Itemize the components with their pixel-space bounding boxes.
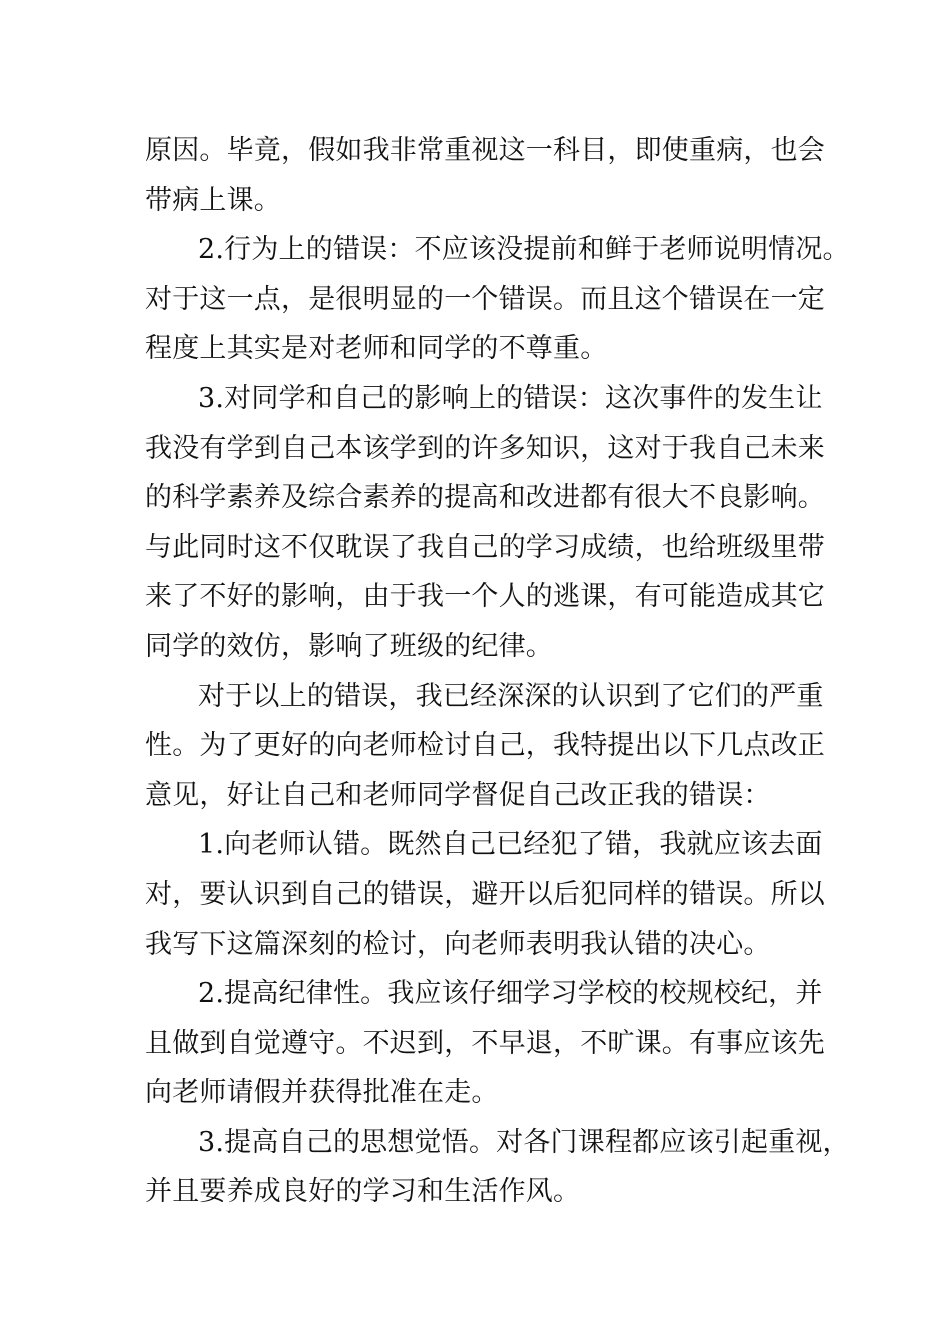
text-line: 对于以上的错误，我已经深深的认识到了它们的严重 [198, 680, 824, 712]
text-line: 我没有学到自己本该学到的许多知识，这对于我自己未来 [145, 432, 825, 464]
text-line: 3.对同学和自己的影响上的错误：这次事件的发生让 [198, 382, 823, 414]
text-line: 3.提高自己的思想觉悟。对各门课程都应该引起重视， [198, 1126, 850, 1158]
text-line: 对于这一点，是很明显的一个错误。而且这个错误在一定 [145, 283, 825, 315]
text-line: 与此同时这不仅耽误了我自己的学习成绩，也给班级里带 [145, 531, 825, 563]
text-line: 意见，好让自己和老师同学督促自己改正我的错误： [145, 779, 771, 811]
text-line: 的科学素养及综合素养的提高和改进都有很大不良影响。 [145, 482, 825, 514]
document-body [145, 126, 850, 1217]
text-line: 2.提高纪律性。我应该仔细学习学校的校规校纪，并 [198, 978, 823, 1010]
text-line: 且做到自觉遵守。不迟到，不早退，不旷课。有事应该先 [145, 1027, 825, 1059]
text-line: 2.行为上的错误：不应该没提前和鲜于老师说明情况。 [198, 234, 850, 266]
text-line: 同学的效仿，影响了班级的纪律。 [145, 630, 553, 662]
text-line: 并且要养成良好的学习和生活作风。 [145, 1176, 581, 1208]
text-line: 1.向老师认错。既然自己已经犯了错，我就应该去面 [198, 829, 823, 861]
text-line: 带病上课。 [145, 184, 281, 216]
text-line: 向老师请假并获得批准在走。 [145, 1077, 499, 1109]
text-line: 对，要认识到自己的错误，避开以后犯同样的错误。所以 [145, 878, 825, 910]
text-line: 我写下这篇深刻的检讨，向老师表明我认错的决心。 [145, 928, 771, 960]
text-line: 程度上其实是对老师和同学的不尊重。 [145, 333, 608, 365]
text-line: 性。为了更好的向老师检讨自己，我特提出以下几点改正 [145, 730, 825, 762]
text-line: 来了不好的影响，由于我一个人的逃课，有可能造成其它 [145, 581, 825, 613]
text-line: 原因。毕竟，假如我非常重视这一科目，即使重病，也会 [145, 135, 825, 166]
